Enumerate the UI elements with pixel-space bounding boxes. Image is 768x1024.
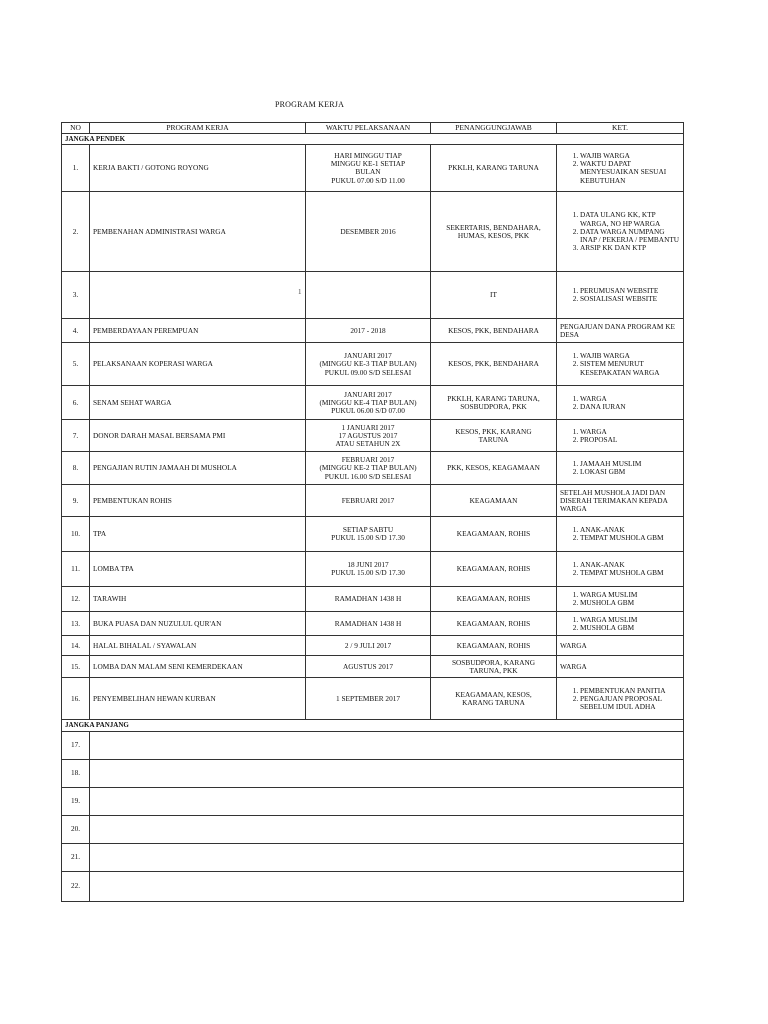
row-number: 10. xyxy=(62,517,90,552)
ket-list xyxy=(560,687,680,712)
header-no: NO xyxy=(62,123,90,134)
row-blank xyxy=(90,759,684,787)
row-number: 22. xyxy=(62,871,90,901)
waktu-line: 2 / 9 JULI 2017 xyxy=(344,640,392,650)
header-penanggungjawab: PENANGGUNGJAWAB xyxy=(431,123,557,134)
ket-list xyxy=(560,526,680,542)
pj-line: HUMAS, KESOS, PKK xyxy=(457,230,530,240)
row-ket xyxy=(557,517,684,552)
row-ket: WARGA xyxy=(557,636,684,656)
row-program: PENGAJIAN RUTIN JAMAAH DI MUSHOLA xyxy=(90,452,306,485)
ket-list xyxy=(560,211,680,252)
pj-line: PKK, KESOS, KEAGAMAAN xyxy=(447,463,540,473)
table-header-row xyxy=(62,123,684,134)
row-program: PEMBERDAYAAN PEREMPUAN xyxy=(90,319,306,343)
row-ket xyxy=(557,386,684,420)
row-ket xyxy=(557,420,684,452)
ket-item: 2. WAKTU DAPAT MENYESUAIKAN SESUAI KEBUTUHAN xyxy=(580,160,680,185)
row-number: 4. xyxy=(62,319,90,343)
row-penanggungjawab xyxy=(431,656,557,678)
waktu-line: ATAU SETAHUN 2X xyxy=(335,439,401,448)
ket-item: 2. LOKASI GBM xyxy=(580,468,680,476)
row-ket xyxy=(557,452,684,485)
waktu-line: AGUSTUS 2017 xyxy=(342,661,394,671)
row-penanggungjawab xyxy=(431,552,557,587)
ket-item: 2. DATA WARGA NUMPANG INAP / PEKERJA / PEMBANTU xyxy=(580,228,680,244)
row-ket xyxy=(557,552,684,587)
ket-item: 2. PROPOSAL xyxy=(580,436,680,444)
pj-line: PKKLH, KARANG TARUNA xyxy=(448,163,539,173)
ket-item: 2. TEMPAT MUSHOLA GBM xyxy=(580,534,680,542)
row-program: TARAWIH xyxy=(90,587,306,612)
table-row xyxy=(62,587,684,612)
row-waktu xyxy=(306,678,431,720)
row-number: 2. xyxy=(62,192,90,272)
waktu-line: HARI MINGGU TIAP xyxy=(334,151,402,160)
document-title: PROGRAM KERJA xyxy=(275,100,345,109)
section-row-long xyxy=(62,720,684,731)
ket-item: 2. TEMPAT MUSHOLA GBM xyxy=(580,569,680,577)
table-row xyxy=(62,452,684,485)
row-waktu xyxy=(306,656,431,678)
ket-item: 1. WAJIB WARGA xyxy=(580,352,680,360)
row-program: PELAKSANAAN KOPERASI WARGA xyxy=(90,343,306,386)
table-row xyxy=(62,871,684,901)
pj-line: SEKERTARIS, BENDAHARA, xyxy=(446,222,541,232)
table-row xyxy=(62,319,684,343)
row-penanggungjawab xyxy=(431,452,557,485)
row-number: 1. xyxy=(62,145,90,192)
section-label-long: JANGKA PANJANG xyxy=(62,720,684,731)
waktu-line: JANUARI 2017 xyxy=(344,389,392,399)
table-row xyxy=(62,656,684,678)
row-program: BUKA PUASA DAN NUZULUL QUR'AN xyxy=(90,612,306,636)
table-row xyxy=(62,517,684,552)
row-waktu xyxy=(306,272,431,319)
row-penanggungjawab xyxy=(431,678,557,720)
row-program: PEMBENAHAN ADMINISTRASI WARGA xyxy=(90,192,306,272)
waktu-line: FEBRUARI 2017 xyxy=(341,495,395,505)
waktu-line: SETIAP SABTU xyxy=(342,525,394,535)
pj-line: KESOS, PKK, BENDAHARA xyxy=(448,359,539,369)
ket-item: 3. ARSIP KK DAN KTP xyxy=(580,244,680,252)
ket-list xyxy=(560,152,680,185)
header-program: PROGRAM KERJA xyxy=(90,123,306,134)
waktu-line: (MINGGU KE-3 TIAP BULAN) xyxy=(319,359,417,369)
waktu-line: 1 JANUARI 2017 xyxy=(341,422,395,432)
row-program: LOMBA DAN MALAM SENI KEMERDEKAAN xyxy=(90,656,306,678)
stray-mark: 1 xyxy=(298,288,302,296)
pj-line: TARUNA xyxy=(478,434,509,444)
waktu-line: 1 SEPTEMBER 2017 xyxy=(335,693,401,703)
row-program: SENAM SEHAT WARGA xyxy=(90,386,306,420)
header-waktu: WAKTU PELAKSANAAN xyxy=(306,123,431,134)
table-row xyxy=(62,552,684,587)
ket-item: 1. PERUMUSAN WEBSITE xyxy=(580,287,680,295)
ket-item: 2. MUSHOLA GBM xyxy=(580,624,680,632)
section-label-short: JANGKA PENDEK xyxy=(62,134,684,145)
header-ket: KET. xyxy=(557,123,684,134)
row-number: 12. xyxy=(62,587,90,612)
row-penanggungjawab xyxy=(431,485,557,517)
waktu-line: MINGGU KE-1 SETIAP xyxy=(330,159,406,169)
row-waktu xyxy=(306,145,431,192)
row-number: 21. xyxy=(62,843,90,871)
row-penanggungjawab xyxy=(431,272,557,319)
pj-line: KEAGAMAAN, ROHIS xyxy=(456,529,531,539)
row-waktu xyxy=(306,636,431,656)
row-number: 3. xyxy=(62,272,90,319)
row-blank xyxy=(90,815,684,843)
table-row xyxy=(62,145,684,192)
pj-line: KEAGAMAAN, ROHIS xyxy=(456,594,531,604)
table-row xyxy=(62,636,684,656)
waktu-line: 17 AGUSTUS 2017 xyxy=(338,430,398,440)
row-blank xyxy=(90,731,684,759)
row-ket xyxy=(557,192,684,272)
row-waktu xyxy=(306,386,431,420)
row-number: 15. xyxy=(62,656,90,678)
row-ket: WARGA xyxy=(557,656,684,678)
row-number: 19. xyxy=(62,787,90,815)
ket-list xyxy=(560,591,680,607)
ket-list xyxy=(560,428,680,444)
row-number: 5. xyxy=(62,343,90,386)
table-row xyxy=(62,343,684,386)
pj-line: TARUNA, PKK xyxy=(469,665,518,675)
row-program xyxy=(90,272,306,319)
ket-item: 1. JAMAAH MUSLIM xyxy=(580,460,680,468)
ket-item: 1. WARGA xyxy=(580,428,680,436)
row-program: TPA xyxy=(90,517,306,552)
pj-line: KEAGAMAAN, ROHIS xyxy=(456,640,531,650)
row-waktu xyxy=(306,452,431,485)
ket-item: 2. SISTEM MENURUT KESEPAKATAN WARGA xyxy=(580,360,680,376)
row-ket: SETELAH MUSHOLA JADI DAN DISERAH TERIMAKAN KEPADA WARGA xyxy=(557,485,684,517)
row-waktu xyxy=(306,587,431,612)
ket-item: 1. DATA ULANG KK, KTP WARGA, NO HP WARGA xyxy=(580,211,680,227)
row-number: 11. xyxy=(62,552,90,587)
table-row xyxy=(62,192,684,272)
row-penanggungjawab xyxy=(431,517,557,552)
row-penanggungjawab xyxy=(431,587,557,612)
row-number: 14. xyxy=(62,636,90,656)
ket-item: 2. SOSIALISASI WEBSITE xyxy=(580,295,680,303)
row-blank xyxy=(90,843,684,871)
waktu-line: 2017 - 2018 xyxy=(350,325,386,335)
waktu-line: (MINGGU KE-2 TIAP BULAN) xyxy=(319,463,417,473)
waktu-line: RAMADHAN 1438 H xyxy=(334,618,402,628)
row-ket xyxy=(557,587,684,612)
table-row xyxy=(62,272,684,319)
table-row xyxy=(62,386,684,420)
table-row xyxy=(62,612,684,636)
table-row xyxy=(62,678,684,720)
row-number: 17. xyxy=(62,731,90,759)
table-row xyxy=(62,485,684,517)
waktu-line: PUKUL 09.00 S/D SELESAI xyxy=(324,367,412,377)
ket-item: 2. MUSHOLA GBM xyxy=(580,599,680,607)
ket-item: 1. WARGA MUSLIM xyxy=(580,591,680,599)
ket-item: 2. DANA IURAN xyxy=(580,403,680,411)
row-number: 13. xyxy=(62,612,90,636)
row-ket xyxy=(557,272,684,319)
pj-line: PKKLH, KARANG TARUNA, xyxy=(447,393,540,403)
waktu-line: (MINGGU KE-4 TIAP BULAN) xyxy=(319,397,417,407)
ket-item: 1. ANAK-ANAK xyxy=(580,561,680,569)
waktu-line: PUKUL 07.00 S/D 11.00 xyxy=(331,175,405,185)
pj-line: KESOS, PKK, KARANG xyxy=(455,426,532,436)
pj-line: SOSBUDPORA, KARANG xyxy=(451,657,536,667)
row-ket xyxy=(557,678,684,720)
row-ket xyxy=(557,612,684,636)
row-number: 9. xyxy=(62,485,90,517)
table-row xyxy=(62,759,684,787)
ket-item: 1. WAJIB WARGA xyxy=(580,152,680,160)
ket-item: 1. PEMBENTUKAN PANITIA xyxy=(580,687,680,695)
ket-item: 2. PENGAJUAN PROPOSAL SEBELUM IDUL ADHA xyxy=(580,695,680,711)
row-waktu xyxy=(306,343,431,386)
pj-line: KEAGAMAAN, KESOS, xyxy=(455,689,532,699)
waktu-line: BULAN xyxy=(355,167,381,177)
row-program: PEMBENTUKAN ROHIS xyxy=(90,485,306,517)
pj-line: KARANG TARUNA xyxy=(462,697,525,707)
row-waktu xyxy=(306,612,431,636)
table-row xyxy=(62,787,684,815)
row-number: 8. xyxy=(62,452,90,485)
row-number: 20. xyxy=(62,815,90,843)
section-row-short xyxy=(62,134,684,145)
pj-line: KEAGAMAAN, ROHIS xyxy=(456,564,531,574)
row-waktu xyxy=(306,552,431,587)
ket-item: 1. WARGA xyxy=(580,395,680,403)
table-row xyxy=(62,815,684,843)
row-ket xyxy=(557,145,684,192)
ket-item: 1. ANAK-ANAK xyxy=(580,526,680,534)
row-blank xyxy=(90,787,684,815)
row-penanggungjawab xyxy=(431,612,557,636)
row-number: 6. xyxy=(62,386,90,420)
row-penanggungjawab xyxy=(431,386,557,420)
waktu-line: 18 JUNI 2017 xyxy=(347,560,389,570)
row-waktu xyxy=(306,420,431,452)
pj-line: SOSBUDPORA, PKK xyxy=(460,401,527,411)
waktu-line: PUKUL 15.00 S/D 17.30 xyxy=(331,533,405,543)
pj-line: KEAGAMAAN, ROHIS xyxy=(456,618,531,628)
row-program: LOMBA TPA xyxy=(90,552,306,587)
row-waktu xyxy=(306,192,431,272)
row-program: KERJA BAKTI / GOTONG ROYONG xyxy=(90,145,306,192)
row-waktu xyxy=(306,319,431,343)
waktu-line: RAMADHAN 1438 H xyxy=(334,594,402,604)
row-number: 7. xyxy=(62,420,90,452)
waktu-line: PUKUL 15.00 S/D 17.30 xyxy=(331,568,405,578)
row-penanggungjawab xyxy=(431,145,557,192)
row-ket xyxy=(557,343,684,386)
row-program: DONOR DARAH MASAL BERSAMA PMI xyxy=(90,420,306,452)
row-number: 16. xyxy=(62,678,90,720)
row-penanggungjawab xyxy=(431,192,557,272)
row-program: PENYEMBELIHAN HEWAN KURBAN xyxy=(90,678,306,720)
row-number: 18. xyxy=(62,759,90,787)
pj-line: KEAGAMAAN xyxy=(469,495,518,505)
ket-list xyxy=(560,460,680,476)
row-penanggungjawab xyxy=(431,636,557,656)
row-ket: PENGAJUAN DANA PROGRAM KE DESA xyxy=(557,319,684,343)
table-row xyxy=(62,731,684,759)
row-waktu xyxy=(306,485,431,517)
ket-list xyxy=(560,395,680,411)
ket-list xyxy=(560,352,680,377)
waktu-line: DESEMBER 2016 xyxy=(340,226,396,236)
waktu-line: JANUARI 2017 xyxy=(344,351,392,361)
ket-item: 1. WARGA MUSLIM xyxy=(580,616,680,624)
row-program: HALAL BIHALAL / SYAWALAN xyxy=(90,636,306,656)
table-row xyxy=(62,420,684,452)
row-blank xyxy=(90,871,684,901)
pj-line: KESOS, PKK, BENDAHARA xyxy=(448,325,539,335)
ket-list xyxy=(560,561,680,577)
ket-list xyxy=(560,287,680,303)
pj-line: IT xyxy=(490,290,497,300)
row-penanggungjawab xyxy=(431,319,557,343)
row-penanggungjawab xyxy=(431,343,557,386)
program-table xyxy=(61,122,684,902)
row-waktu xyxy=(306,517,431,552)
ket-list xyxy=(560,616,680,632)
waktu-line: PUKUL 06.00 S/D 07.00 xyxy=(331,406,405,415)
row-penanggungjawab xyxy=(431,420,557,452)
waktu-line: PUKUL 16.00 S/D SELESAI xyxy=(324,471,412,481)
table-row xyxy=(62,843,684,871)
waktu-line: FEBRUARI 2017 xyxy=(341,455,395,465)
